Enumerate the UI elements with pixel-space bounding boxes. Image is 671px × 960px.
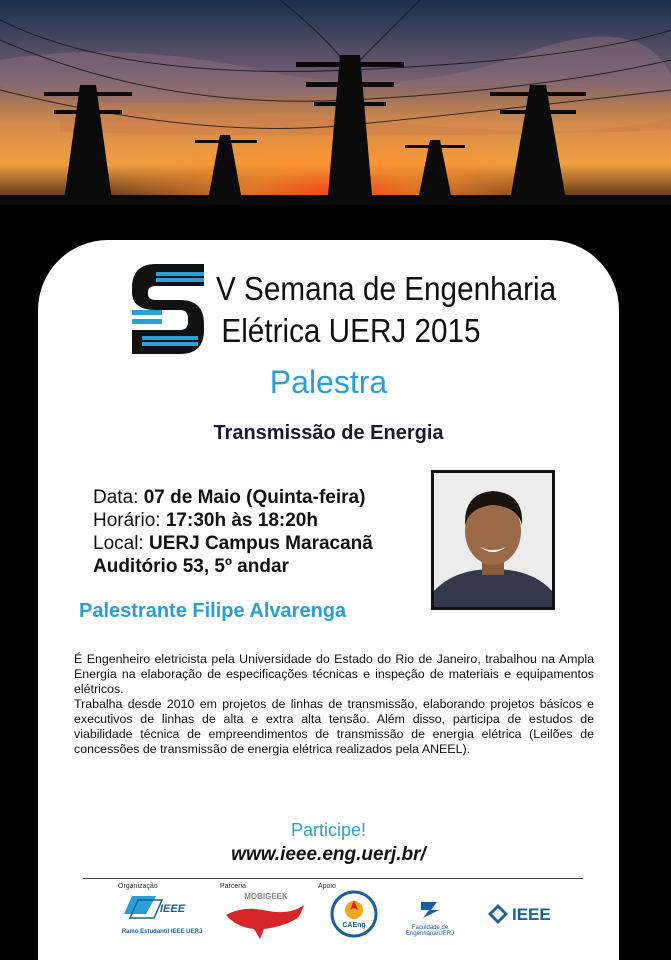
faculty-logo-text: Faculdade de Engenharia/UERJ (405, 925, 455, 937)
ieee-uerj-logo-text: Ramo Estudantil IEEE UERJ (121, 929, 203, 935)
mobigeek-logo (224, 892, 308, 944)
support-caption: Apoio (318, 883, 336, 890)
caeng-seal-text: CAEng (342, 922, 366, 929)
hero-power-lines-photo (0, 0, 671, 205)
organization-caption: Organização (118, 883, 158, 890)
time-value: 17:30h às 18:20h (165, 510, 318, 531)
svg-text:IEEE: IEEE (160, 903, 186, 915)
bio-paragraph: É Engenheiro eletricista pela Universidade do Estado do Rio de Janeiro, trabalhou na Ampla Energia na elaboração de especificações técnicas e inspeção de materiais e equipamentos elétricos. (74, 652, 594, 696)
partner-caption: Parceria (220, 883, 247, 890)
place-label: Local: (93, 533, 144, 554)
date-value: 07 de Maio (Quinta-feira) (143, 487, 366, 508)
ieee-logo (486, 902, 566, 931)
time-label: Horário: (93, 510, 161, 531)
place-row (93, 532, 373, 555)
bio-paragraph: Trabalha desde 2010 em projetos de linhas de transmissão, elaborando projetos básicos e executivos de linhas de alta e extra alta tensão. Além disso, participa de estudos de viabilidade técnica de empreendimentos de transmissão de energia elétrica (Leilões de concessões de transmissão de energia elétrica realizados pela ANEEL). (74, 697, 594, 756)
talk-topic: Transmissão de Energia (213, 422, 444, 444)
event-title-line1: V Semana de Engenharia (216, 270, 557, 307)
event-kind: Palestra (269, 364, 388, 400)
ieee-logo-text: IEEE (512, 905, 551, 924)
speaker-heading: Palestrante Filipe Alvarenga (79, 600, 347, 622)
room-row (93, 555, 373, 578)
faculty-logo (388, 900, 472, 937)
speaker-bio (74, 652, 594, 757)
event-card (38, 240, 619, 960)
ieee-uerj-logo (112, 892, 212, 935)
date-row (93, 486, 373, 509)
speaker-photo (431, 470, 555, 610)
website-link[interactable]: www.ieee.eng.uerj.br/ (231, 844, 426, 865)
time-row (93, 509, 373, 532)
event-title-line2: Elétrica UERJ 2015 (221, 312, 481, 349)
event-details (93, 486, 373, 578)
caeng-seal-logo (330, 890, 378, 943)
call-to-action: Participe! (290, 820, 367, 840)
date-label: Data: (93, 487, 139, 508)
place-value: UERJ Campus Maracanã (148, 533, 373, 554)
event-logo-icon (132, 264, 204, 354)
event-title (216, 268, 556, 352)
room-value: Auditório 53, 5º andar (93, 556, 289, 577)
divider (83, 878, 583, 879)
mobigeek-logo-text: MOBIGEEK (244, 892, 288, 901)
